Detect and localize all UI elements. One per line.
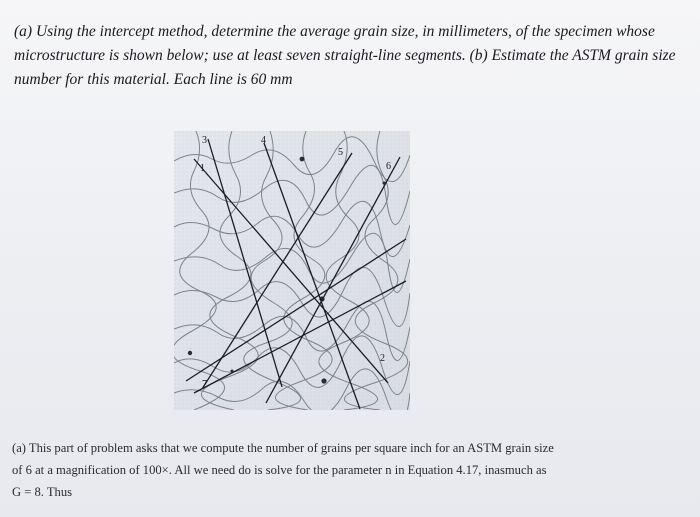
line-label-2: 2 bbox=[380, 353, 385, 364]
problem-line: number for this material. Each line is 60 mm bbox=[14, 71, 293, 88]
solution-line: G = 8. Thus bbox=[12, 485, 73, 499]
line-label-5: 5 bbox=[338, 147, 343, 158]
microstructure-image bbox=[174, 131, 410, 410]
problem-statement bbox=[14, 20, 674, 92]
line-label-1: 1 bbox=[200, 163, 205, 174]
problem-line: (a) Using the intercept method, determine the average grain size, in millimeters, of the specimen whose bbox=[14, 23, 655, 40]
microstructure-figure bbox=[174, 131, 410, 410]
line-label-7: 7 bbox=[202, 379, 207, 390]
solution-line: of 6 at a magnification of 100×. All we need do is solve for the parameter n in Equation 4.17, inasmuch as bbox=[12, 463, 547, 477]
line-label-3: 3 bbox=[202, 135, 207, 146]
solution-text bbox=[12, 437, 672, 503]
solution-line: (a) This part of problem asks that we compute the number of grains per square inch for an ASTM grain size bbox=[12, 441, 554, 455]
line-label-6: 6 bbox=[386, 161, 391, 172]
problem-line: microstructure is shown below; use at least seven straight-line segments. (b) Estimate the ASTM grain size bbox=[14, 47, 676, 64]
line-label-4: 4 bbox=[261, 135, 266, 146]
